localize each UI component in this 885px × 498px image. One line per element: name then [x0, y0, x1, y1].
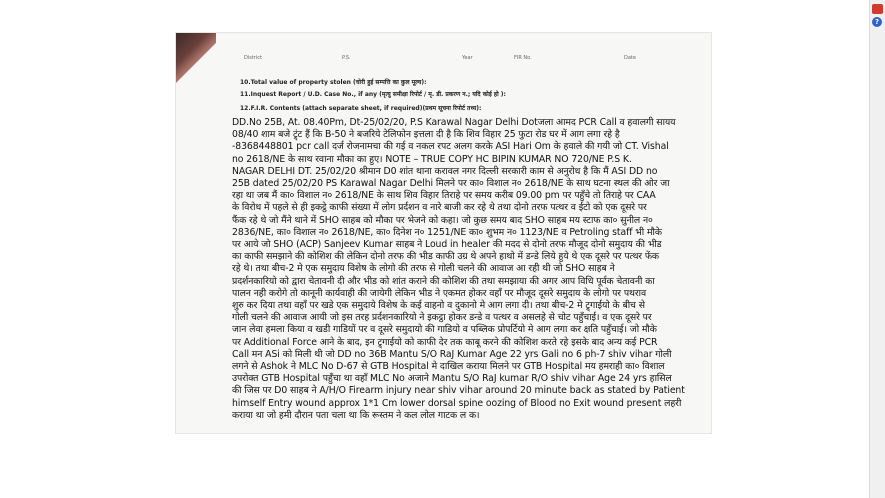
date-label: Date: [624, 55, 636, 61]
contents-line: प्रदर्शनकारियो को द्वारा चेतावनी दी और भीड को शांत कराने की कोशिश की तथा समझाया की अगर आप विधि पूर्वक चेतावनी का: [232, 275, 655, 287]
contents-line: DD.No 25B, At. 08.40Pm, Dt-25/02/20, P.S Karawal Nagar Delhi Dotजला आमद PCR Call व हवालगी सायय: [232, 117, 676, 128]
contents-line: उपरोक्त GTB Hospital पहुँचा था वहाँ MLC No अजाने Mantu S/O RaJ kumar R/O shiv vihar Age 24 yrs हासिल: [232, 373, 672, 385]
contents-line: NAGAR DELHI DT. 25/02/20 श्रीमान D0 शांत थाना करावल नगर दिल्ली सरकारी काम से अनुरोध है कि मैं ASI DD no: [232, 165, 658, 177]
contents-line: himself Entry wound approx 1*1 Cm lower dorsal spine oozing of Blood no Exit wound present लहरी: [232, 397, 682, 409]
fir-contents: [232, 117, 702, 422]
contents-line: 2836/NE, का० विशाल न० 2618/NE, का० दिनेश न० 1251/NE का० शुभम न० 1123/NE व Petroling staff भी मौके: [232, 226, 662, 238]
fir-label: FIR No.: [514, 55, 532, 61]
contents-line: के विरोध में पहले से ही इकट्ठे काफी संख्या में लोग प्रर्दशन व नारे बाजी कर रहे थे तथा दोनो तरफ पत्थर व ईटो को एक दूसरे पर: [232, 202, 647, 214]
contents-line: शुरु कर दिया तथा वहाँ पर खडे एक समुदाये विशेष के कई वाहनो व दुकानो मे आग लगा दी। तथा बीच-2 मे ट्र्गाईयो के बीच से: [232, 300, 645, 312]
contents-line: गोली चलने की आवाज आयी जो इस तरह प्रर्दशनकारियो ने इकट्ठा होकर डन्डे व पत्थर व असलहे से चोट पहुँचाई। व एक दूसरे पर: [232, 312, 652, 324]
contents-line: no 2618/NE के साथ रवाना मौका का हुए। NOTE – TRUE COPY HC BIPIN KUMAR NO 720/NE P.S K.: [232, 153, 632, 165]
contents-line: पालन नही करोगे तो कानूनी कार्यवाही की जायेगी लेकिन भीड ने एकमत होकर वहाँ पर मौजूद दूसरे समुदाय के लोगो पर पथराव: [232, 287, 647, 299]
contents-line: Call मन ASi को मिली थी जो DD no 36B Mantu S/O RaJ Kumar Age 22 yrs Gali no 6 ph-7 shiv vihar गोली: [232, 348, 672, 360]
help-icon[interactable]: ?: [872, 17, 882, 27]
header-row: [244, 55, 704, 67]
contents-line: का काफी समझाने की कोशिश की लेकिन दोनो तरफ की भीड काफी उग्र थे अपने हाथो में डन्डे लिये हुये थे एक दूसरे पर पत्थर फेंक: [232, 251, 659, 263]
item-10: 10.Total value of property stolen (चोरी हुई सम्पत्ति का कुल मूल्य):: [240, 79, 427, 86]
contents-line: -8368448801 pcr call दर्ज रोजनामचा की गई व नकल रपट अलग करके ASI Hari Om के हवाले की गयी जो CT. Vishal: [232, 141, 669, 153]
district-label: District: [244, 55, 262, 61]
contents-line: 25B dated 25/02/20 PS Karawal Nagar Delhi मिलने पर का० विशाल न० 2618/NE के साथ घटना स्थल की ओर जा: [232, 178, 670, 190]
scroll-thumb[interactable]: [872, 4, 883, 14]
contents-line: रहे थे। तथा बीच-2 मे एक समुदाय विशेष के लोगो की तरफ से गोली चलने की आवाज आ रही थी जो SHO साहब ने: [232, 263, 615, 275]
contents-line: रहा था जब मैं का० विशाल न० 2618/NE के साथ शिव विहार तिराहे पर समय करीब 09.00 pm पर पहुँचे तो तिराहे पर CAA: [232, 190, 656, 202]
ps-label: P.S.: [342, 55, 351, 61]
contents-line: पर Additional Force आने के बाद, इन ट्र्गाईयो को काफी देर तक काबू करने की कोशिश करते रहे इसके बाद अन्य कई PCR: [232, 336, 658, 348]
contents-line: पर आये जो SHO (ACP) Sanjeev Kumar साहब ने Loud in healer की मदद से दोनो तरफ मौजूद दोनो समुदाय की भीड: [232, 239, 662, 251]
year-label: Year: [462, 55, 473, 61]
contents-line: फैंक रहे थे जो मैंने थाने में SHO साहब को मौका पर भेजने को कहा। जो कुछ समय बाद SHO साहब मय स्टाफ का० सुनील न०: [232, 214, 653, 226]
contents-line: जान लेवा हमला किया व खडी गाडियों पर व दूसरे समुदायो की गाडियो व पब्लिक प्रोपर्टियो मे आग लगा कर क्षति पहुँचाई। जो मौके: [232, 324, 657, 336]
contents-line: लगने से Ashok ने MLC No D-67 से GTB Hospital मे दाखिल कराया मिलने पर GTB Hospital मय हमराही का० विशाल: [232, 361, 665, 373]
contents-line: 08/40 शाम बजे ट्र्ंट हैं कि B-50 ने बजरिये टेलिफोन इत्तला दी है कि शिव विहार 25 फुटा रोड घर में आग लगा रहे है: [232, 129, 620, 141]
item-11: 11.Inquest Report / U.D. Case No., if any (मृत्यु समीक्षा रिपोर्ट / मृ. डी. प्रकरण न.; यदि कोई हो ):: [240, 91, 506, 98]
item-12: 12.F.I.R. Contents (attach separate sheet, if required)(प्रथम सूचना रिपोर्ट तथ्य):: [240, 105, 482, 112]
vertical-scrollbar[interactable]: [869, 0, 885, 498]
document-page: [176, 33, 711, 433]
contents-line: की जिस पर D0 साहब ने A/H/O Firearm injury near shiv vihar around 20 minute back as stated by Patient: [232, 385, 685, 397]
torn-corner: [176, 33, 216, 83]
contents-line: कराया था जो हमी दौरान पता चला था कि रूस्तम ने कल लोल गाटक ल क।: [232, 409, 480, 421]
